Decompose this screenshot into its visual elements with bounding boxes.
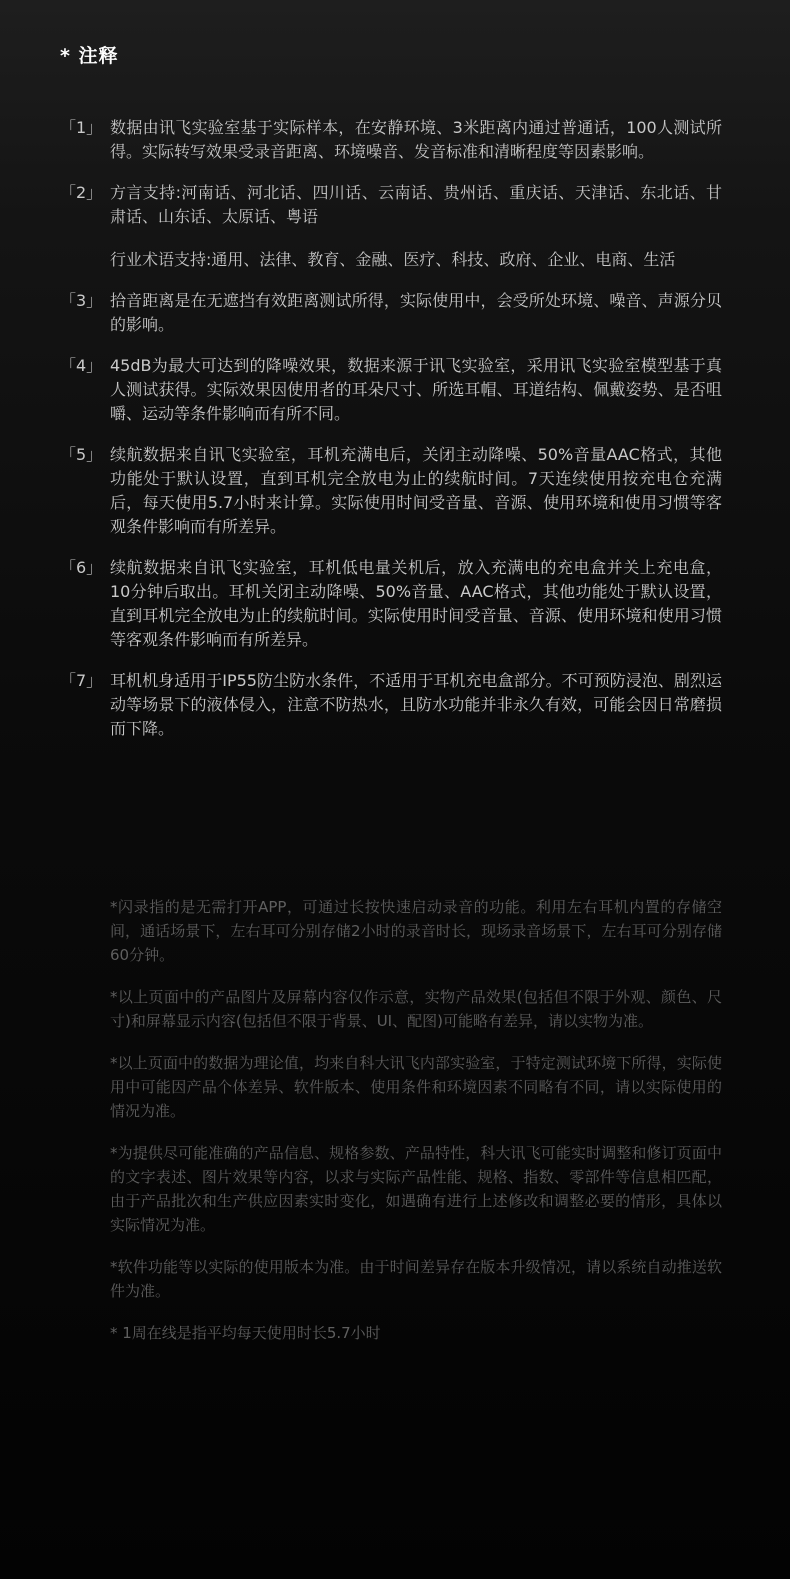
note-item — [60, 181, 722, 272]
note-text: 方言支持:河南话、河北话、四川话、云南话、贵州话、重庆话、天津话、东北话、甘肃话、山东话、太原话、粤语 — [110, 183, 722, 226]
note-text: 行业术语支持:通用、法律、教育、金融、医疗、科技、政府、企业、电商、生活 — [110, 250, 676, 269]
note-text: 拾音距离是在无遮挡有效距离测试所得，实际使用中，会受所处环境、噪音、声源分贝的影响。 — [110, 291, 722, 334]
note-text: 45dB为最大可达到的降噪效果，数据来源于讯飞实验室，采用讯飞实验室模型基于真人测试获得。实际效果因使用者的耳朵尺寸、所选耳帽、耳道结构、佩戴姿势、是否咀嚼、运动等条件影响而有所不同。 — [110, 356, 722, 423]
note-text: 耳机机身适用于IP55防尘防水条件，不适用于耳机充电盒部分。不可预防浸泡、剧烈运动等场景下的液体侵入，注意不防热水，且防水功能并非永久有效，可能会因日常磨损而下降。 — [110, 671, 722, 738]
note-text: 数据由讯飞实验室基于实际样本，在安静环境、3米距离内通过普通话，100人测试所得。实际转写效果受录音距离、环境噪音、发音标准和清晰程度等因素影响。 — [110, 118, 722, 161]
note-item — [60, 116, 722, 164]
note-item — [60, 289, 722, 337]
note-text: 续航数据来自讯飞实验室，耳机低电量关机后，放入充满电的充电盒并关上充电盒，10分钟后取出。耳机关闭主动降噪、50%音量、AAC格式，其他功能处于默认设置，直到耳机完全放电为止的续航时间。实际使用时间受音量、音源、使用环境和使用习惯等客观条件影响而有所差异。 — [110, 558, 722, 649]
note-body — [110, 116, 722, 164]
note-number: 「4」 — [60, 356, 103, 375]
note-body — [110, 181, 722, 272]
disclaimer-flash-recording: *闪录指的是无需打开APP，可通过长按快速启动录音的功能。利用左右耳机内置的存储空间，通话场景下，左右耳可分别存储2小时的录音时长，现场录音场景下，左右耳可分别存储60分钟。 — [110, 898, 722, 964]
note-item — [60, 669, 722, 741]
note-item — [60, 354, 722, 426]
note-number: 「7」 — [60, 671, 103, 690]
note-body — [110, 556, 722, 652]
notes-list — [60, 116, 722, 758]
note-body — [110, 354, 722, 426]
note-body — [110, 669, 722, 741]
disclaimer-weekly-online: * 1周在线是指平均每天使用时长5.7小时 — [110, 1324, 381, 1342]
note-item — [60, 556, 722, 652]
note-text: 续航数据来自讯飞实验室，耳机充满电后，关闭主动降噪、50%音量AAC格式，其他功能处于默认设置，直到耳机完全放电为止的续航时间。7天连续使用按充电仓充满后，每天使用5.7小时来计算。实际使用时间受音量、音源、使用环境和使用习惯等客观条件影响而有所差异。 — [110, 445, 722, 536]
disclaimer-revisions: *为提供尽可能准确的产品信息、规格参数、产品特性，科大讯飞可能实时调整和修订页面中的文字表述、图片效果等内容，以求与实际产品性能、规格、指数、零部件等信息相匹配，由于产品批次和生产供应因素实时变化，如遇确有进行上述修改和调整必要的情形，具体以实际情况为准。 — [110, 1144, 722, 1234]
note-number: 「5」 — [60, 445, 103, 464]
note-number: 「1」 — [60, 118, 103, 137]
note-number: 「6」 — [60, 558, 103, 577]
note-number: 「2」 — [60, 183, 103, 202]
note-body — [110, 289, 722, 337]
note-item — [60, 443, 722, 539]
page-title: * 注释 — [60, 45, 119, 67]
note-number: 「3」 — [60, 291, 103, 310]
note-body — [110, 443, 722, 539]
disclaimer-images: *以上页面中的产品图片及屏幕内容仅作示意，实物产品效果(包括但不限于外观、颜色、尺寸)和屏幕显示内容(包括但不限于背景、UI、配图)可能略有差异，请以实物为准。 — [110, 988, 722, 1030]
disclaimer-list — [110, 895, 722, 1363]
disclaimer-data: *以上页面中的数据为理论值，均来自科大讯飞内部实验室，于特定测试环境下所得，实际使用中可能因产品个体差异、软件版本、使用条件和环境因素不同略有不同，请以实际使用的情况为准。 — [110, 1054, 722, 1120]
disclaimer-software: *软件功能等以实际的使用版本为准。由于时间差异存在版本升级情况，请以系统自动推送软件为准。 — [110, 1258, 722, 1300]
